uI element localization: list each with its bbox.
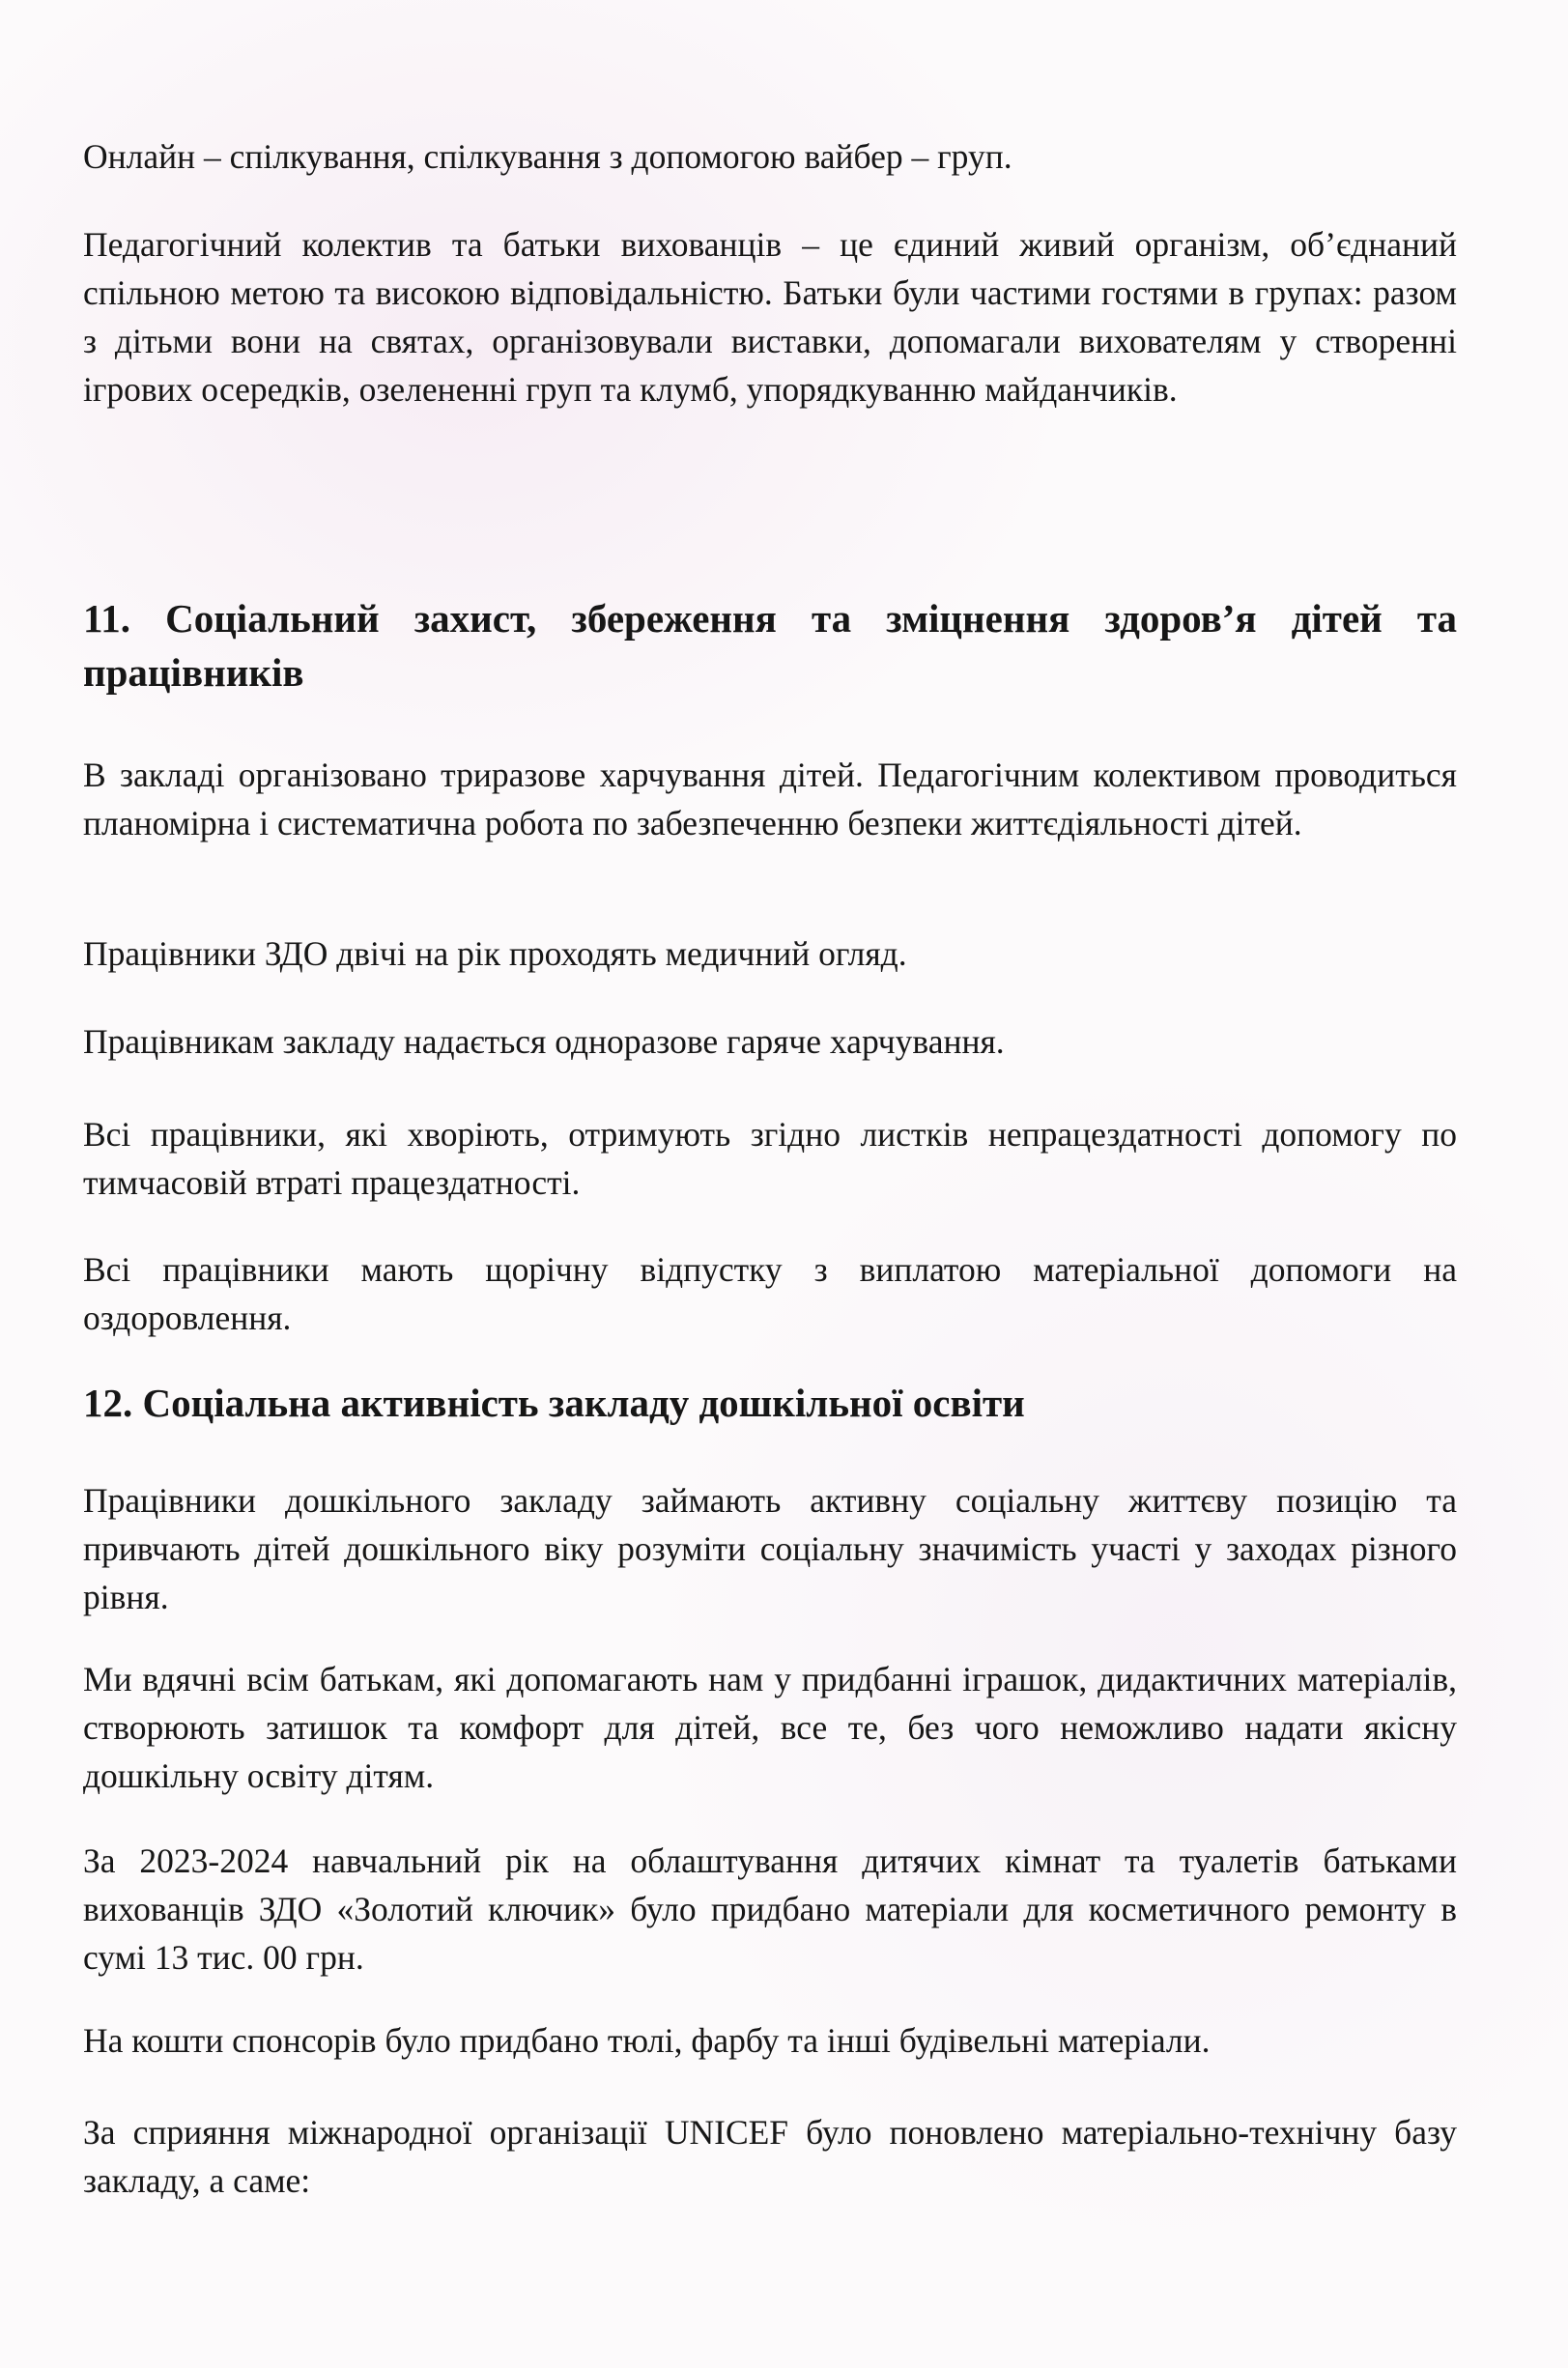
paragraph-nutrition: В закладі організовано триразове харчування дітей. Педагогічним колективом проводиться планомірна і систематична робота по забезпеченню безпеки життєдіяльності дітей.: [83, 756, 1457, 842]
paragraph-online-communication: Онлайн – спілкування, спілкування з допомогою вайбер – груп.: [83, 137, 1012, 176]
paragraph-renovation: За 2023-2024 навчальний рік на облаштування дитячих кімнат та туалетів батьками вихованців ЗДО «Золотий ключик» було придбано матеріали для косметичного ремонту в сумі 13 тис. 00 грн.: [83, 1841, 1457, 1977]
paragraph-hot-meals: Працівникам закладу надається одноразове гаряче харчування.: [83, 1022, 1005, 1061]
paragraph-annual-leave: Всі працівники мають щорічну відпустку з виплатою матеріальної допомоги на оздоровлення.: [83, 1250, 1457, 1337]
paragraph-pedagogical-collective: Педагогічний колектив та батьки вихованців – це єдиний живий організм, об’єднаний спільною метою та високою відповідальністю. Батьки були частими гостями в групах: разом з дітьми вони на святах, організовували виставки, допомагали вихователям у створенні ігрових осередків, озелененні груп та клумб, упорядкуванню майданчиків.: [83, 225, 1457, 409]
section-12-heading: 12. Соціальна активність закладу дошкільної освіти: [83, 1381, 1025, 1425]
paragraph-gratitude-parents: Ми вдячні всім батькам, які допомагають нам у придбанні іграшок, дидактичних матеріалів, створюють затишок та комфорт для дітей, все те, без чого неможливо надати якісну дошкільну освіту дітям.: [83, 1660, 1457, 1795]
paragraph-unicef: За сприяння міжнародної організації UNICEF було поновлено матеріально-технічну базу закладу, а саме:: [83, 2113, 1457, 2200]
paragraph-medical-exam: Працівники ЗДО двічі на рік проходять медичний огляд.: [83, 934, 907, 973]
paragraph-sick-leave: Всі працівники, які хворіють, отримують згідно листків непрацездатності допомогу по тимчасовій втраті працездатності.: [83, 1115, 1457, 1202]
section-11-heading: 11. Соціальний захист, збереження та зміцнення здоров’я дітей та працівників: [83, 596, 1457, 695]
paragraph-sponsors: На кошти спонсорів було придбано тюлі, фарбу та інші будівельні матеріали.: [83, 2021, 1211, 2060]
paragraph-social-position: Працівники дошкільного закладу займають активну соціальну життєву позицію та привчають дітей дошкільного віку розуміти соціальну значимість участі у заходах різного рівня.: [83, 1481, 1457, 1616]
